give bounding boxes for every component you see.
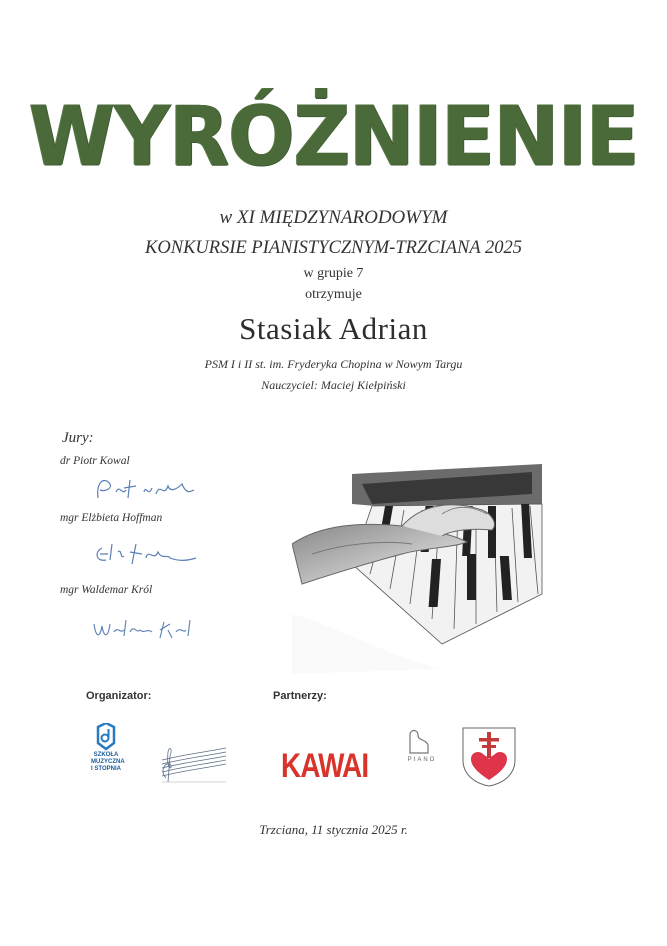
kawai-logo: KAWAI bbox=[281, 747, 369, 785]
jury-member-2: mgr Elżbieta Hoffman bbox=[60, 512, 163, 524]
group-label: w grupie 7 bbox=[303, 266, 364, 281]
partners-heading: Partnerzy: bbox=[273, 690, 327, 702]
music-school-logo-icon bbox=[94, 723, 118, 751]
signature-1-icon bbox=[90, 472, 200, 506]
place-date: Trzciana, 11 stycznia 2025 r. bbox=[259, 822, 408, 837]
jury-member-1: dr Piotr Kowal bbox=[60, 455, 130, 467]
piano-logo-text: PIANO bbox=[407, 757, 437, 763]
competition-line-2: KONKURSIE PIANISTYCZNYM-TRZCIANA 2025 bbox=[145, 238, 522, 258]
signature-3-icon bbox=[90, 612, 200, 646]
competition-line-1: w XI MIĘDZYNARODOWYM bbox=[219, 207, 448, 228]
organizer-heading: Organizator: bbox=[86, 690, 152, 702]
school-name: PSM I i II st. im. Fryderyka Chopina w Nowym Targu bbox=[204, 357, 463, 371]
signature-2-icon bbox=[90, 538, 200, 572]
receives-label: otrzymuje bbox=[305, 287, 362, 302]
music-school-logo-text: SZKOŁA MUZYCZNA I STOPNIA bbox=[91, 752, 125, 772]
certificate-title: WYRÓŻNIENIE bbox=[28, 89, 639, 185]
music-staff-logo-icon bbox=[156, 742, 230, 784]
coat-of-arms-icon bbox=[461, 726, 517, 788]
jury-heading: Jury: bbox=[62, 430, 94, 446]
piano-hands-illustration-icon bbox=[292, 444, 552, 674]
jury-member-3: mgr Waldemar Król bbox=[60, 584, 153, 596]
teacher-name: Nauczyciel: Maciej Kiełpiński bbox=[261, 378, 406, 392]
recipient-name: Stasiak Adrian bbox=[239, 311, 428, 346]
grand-piano-logo-icon bbox=[404, 727, 434, 755]
